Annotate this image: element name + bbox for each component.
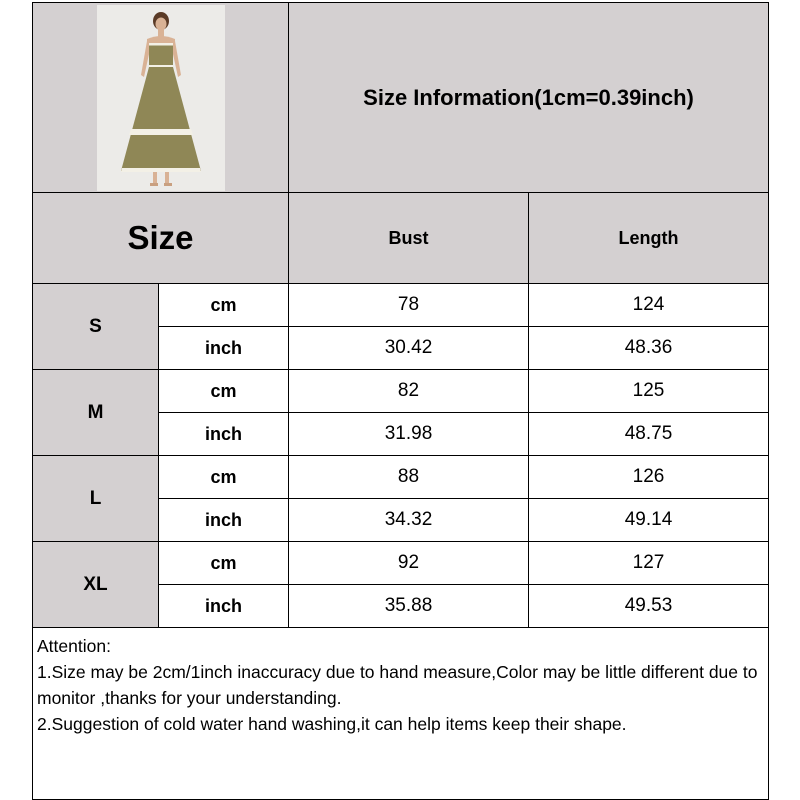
- unit-label: cm: [159, 542, 289, 585]
- bust-value: 35.88: [289, 585, 529, 628]
- product-photo-cell: [33, 3, 289, 193]
- table-row: [33, 542, 769, 585]
- unit-label: inch: [159, 585, 289, 628]
- size-chart: [32, 2, 768, 798]
- unit-label: inch: [159, 499, 289, 542]
- bust-value: 88: [289, 456, 529, 499]
- bust-value: 78: [289, 284, 529, 327]
- size-info-title: Size Information(1cm=0.39inch): [289, 3, 769, 193]
- table-row: [33, 370, 769, 413]
- unit-label: inch: [159, 327, 289, 370]
- size-label-xl: XL: [33, 542, 159, 628]
- attention-heading: Attention:: [37, 636, 111, 656]
- length-value: 49.14: [529, 499, 769, 542]
- size-label-m: M: [33, 370, 159, 456]
- bust-value: 31.98: [289, 413, 529, 456]
- bust-value: 30.42: [289, 327, 529, 370]
- length-value: 49.53: [529, 585, 769, 628]
- attention-notes: [33, 628, 769, 800]
- size-label-l: L: [33, 456, 159, 542]
- length-header: Length: [529, 193, 769, 284]
- unit-label: cm: [159, 370, 289, 413]
- attention-note-2: 2.Suggestion of cold water hand washing,it can help items keep their shape.: [37, 714, 627, 734]
- unit-label: cm: [159, 456, 289, 499]
- length-value: 124: [529, 284, 769, 327]
- size-table: [32, 2, 769, 800]
- unit-label: inch: [159, 413, 289, 456]
- length-value: 48.75: [529, 413, 769, 456]
- bust-header: Bust: [289, 193, 529, 284]
- bust-value: 82: [289, 370, 529, 413]
- size-label-s: S: [33, 284, 159, 370]
- length-value: 126: [529, 456, 769, 499]
- bust-value: 34.32: [289, 499, 529, 542]
- size-header: Size: [33, 193, 289, 284]
- table-row: [33, 456, 769, 499]
- length-value: 125: [529, 370, 769, 413]
- attention-note-1: 1.Size may be 2cm/1inch inaccuracy due to hand measure,Color may be little different due to monitor ,thanks for your understanding.: [37, 662, 758, 708]
- bust-value: 92: [289, 542, 529, 585]
- length-value: 127: [529, 542, 769, 585]
- product-photo: [97, 5, 225, 191]
- length-value: 48.36: [529, 327, 769, 370]
- unit-label: cm: [159, 284, 289, 327]
- table-row: [33, 284, 769, 327]
